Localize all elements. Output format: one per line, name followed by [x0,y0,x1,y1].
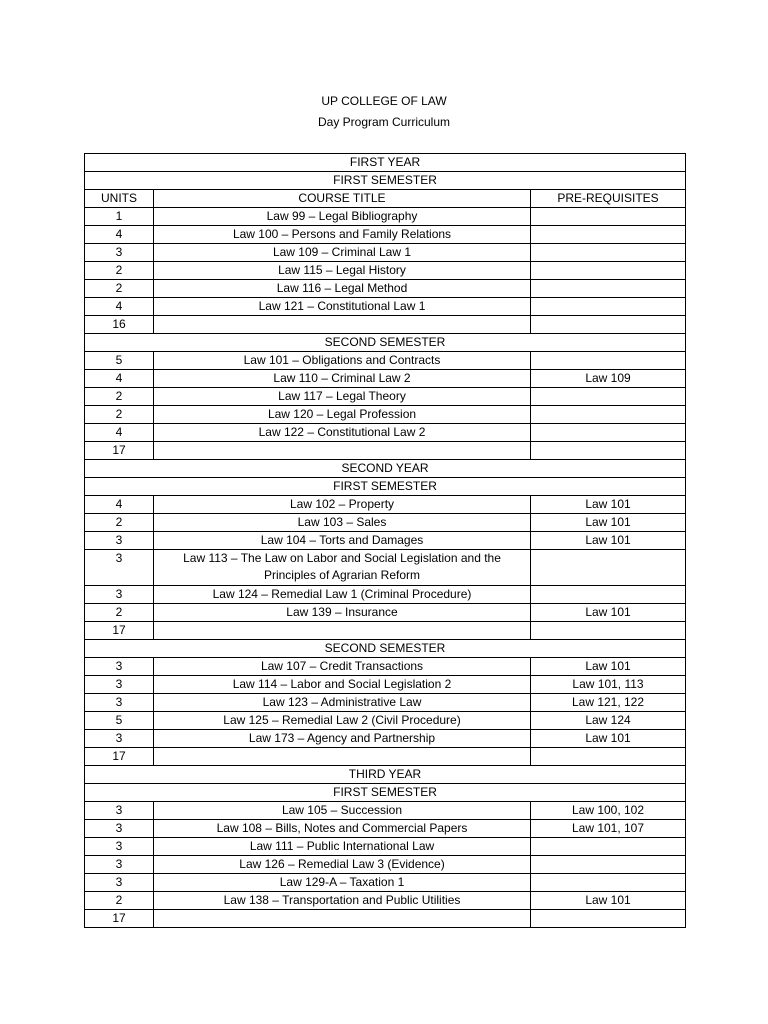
course-title-line-2: Principles of Agrarian Reform [263,568,421,582]
course-title-line-1: Law 113 – The Law on Labor and Social Legislation and the [183,551,501,565]
section-heading: SECOND YEAR [85,460,686,478]
course-prerequisites: Law 101 [531,496,686,514]
course-prerequisites [531,550,686,586]
course-units: 1 [85,208,154,226]
course-units: 3 [85,694,154,712]
course-title [154,550,531,586]
section-heading-row [85,766,686,784]
course-title: Law 116 – Legal Method [154,280,531,298]
section-heading: FIRST SEMESTER [85,784,686,802]
course-prerequisites [531,838,686,856]
curriculum-table-body [85,154,686,928]
course-row [85,298,686,316]
course-title: Law 138 – Transportation and Public Utilities [154,892,531,910]
course-title: Law 109 – Criminal Law 1 [154,244,531,262]
course-row [85,370,686,388]
course-prerequisites: Law 124 [531,712,686,730]
semester-total-units: 17 [85,622,154,640]
course-units: 3 [85,658,154,676]
course-title: Law 117 – Legal Theory [154,388,531,406]
course-title: Law 103 – Sales [154,514,531,532]
program-subtitle: Day Program Curriculum [317,115,451,129]
course-units: 2 [85,406,154,424]
course-title: Law 139 – Insurance [154,604,531,622]
course-units: 2 [85,604,154,622]
course-prerequisites [531,244,686,262]
course-prerequisites: Law 101 [531,730,686,748]
course-title-column-header: COURSE TITLE [154,190,531,208]
course-title: Law 121 – Constitutional Law 1 [154,298,531,316]
section-heading-row [85,334,686,352]
section-heading: FIRST SEMESTER [85,172,686,190]
course-title: Law 107 – Credit Transactions [154,658,531,676]
course-title: Law 115 – Legal History [154,262,531,280]
section-heading-row [85,460,686,478]
semester-total-row [85,748,686,766]
course-prerequisites [531,262,686,280]
course-prerequisites [531,586,686,604]
course-prerequisites: Law 101 [531,604,686,622]
course-row [85,550,686,586]
course-title: Law 126 – Remedial Law 3 (Evidence) [154,856,531,874]
course-prerequisites [531,352,686,370]
course-row [85,280,686,298]
section-heading-row [85,784,686,802]
semester-total-units: 17 [85,442,154,460]
empty-cell [531,910,686,928]
course-title: Law 129-A – Taxation 1 [154,874,531,892]
course-row [85,820,686,838]
course-row [85,586,686,604]
course-units: 3 [85,802,154,820]
section-heading: THIRD YEAR [85,766,686,784]
course-row [85,604,686,622]
course-row [85,838,686,856]
course-units: 5 [85,352,154,370]
course-title: Law 120 – Legal Profession [154,406,531,424]
course-units: 3 [85,856,154,874]
course-prerequisites [531,208,686,226]
course-row [85,892,686,910]
section-heading: FIRST YEAR [85,154,686,172]
prerequisites-column-header: PRE-REQUISITES [531,190,686,208]
section-heading: FIRST SEMESTER [85,478,686,496]
course-units: 3 [85,676,154,694]
course-units: 4 [85,370,154,388]
empty-cell [154,622,531,640]
course-prerequisites [531,280,686,298]
semester-total-row [85,442,686,460]
curriculum-table [84,153,686,928]
course-row [85,514,686,532]
course-units: 3 [85,550,154,586]
section-heading: SECOND SEMESTER [85,334,686,352]
course-row [85,730,686,748]
course-units: 3 [85,586,154,604]
course-row [85,424,686,442]
course-row [85,802,686,820]
course-title: Law 104 – Torts and Damages [154,532,531,550]
course-title: Law 100 – Persons and Family Relations [154,226,531,244]
course-title: Law 122 – Constitutional Law 2 [154,424,531,442]
course-prerequisites [531,874,686,892]
course-row [85,244,686,262]
course-units: 3 [85,244,154,262]
course-units: 2 [85,514,154,532]
column-header-row [85,190,686,208]
course-row [85,856,686,874]
course-prerequisites [531,424,686,442]
college-title: UP COLLEGE OF LAW [321,94,447,108]
empty-cell [531,622,686,640]
course-units: 4 [85,424,154,442]
semester-total-units: 16 [85,316,154,334]
course-units: 2 [85,388,154,406]
course-title: Law 124 – Remedial Law 1 (Criminal Procedure) [154,586,531,604]
course-units: 4 [85,226,154,244]
course-prerequisites: Law 101 [531,892,686,910]
section-heading-row [85,172,686,190]
course-prerequisites [531,298,686,316]
course-title: Law 102 – Property [154,496,531,514]
course-units: 3 [85,820,154,838]
course-row [85,388,686,406]
course-units: 4 [85,298,154,316]
course-row [85,262,686,280]
course-units: 2 [85,262,154,280]
course-prerequisites: Law 101, 107 [531,820,686,838]
section-heading-row [85,478,686,496]
course-units: 2 [85,280,154,298]
semester-total-row [85,622,686,640]
course-prerequisites: Law 109 [531,370,686,388]
units-column-header: UNITS [85,190,154,208]
course-prerequisites [531,856,686,874]
course-prerequisites: Law 100, 102 [531,802,686,820]
course-row [85,712,686,730]
course-row [85,208,686,226]
course-row [85,532,686,550]
course-prerequisites: Law 101 [531,514,686,532]
empty-cell [531,316,686,334]
course-title: Law 105 – Succession [154,802,531,820]
course-units: 4 [85,496,154,514]
semester-total-units: 17 [85,910,154,928]
course-row [85,658,686,676]
course-title: Law 108 – Bills, Notes and Commercial Papers [154,820,531,838]
semester-total-row [85,910,686,928]
empty-cell [154,442,531,460]
course-title: Law 101 – Obligations and Contracts [154,352,531,370]
course-prerequisites [531,226,686,244]
empty-cell [154,910,531,928]
course-prerequisites: Law 101, 113 [531,676,686,694]
course-prerequisites: Law 101 [531,658,686,676]
course-prerequisites [531,406,686,424]
course-row [85,406,686,424]
course-units: 3 [85,874,154,892]
course-row [85,676,686,694]
course-units: 3 [85,532,154,550]
section-heading-row [85,640,686,658]
empty-cell [154,316,531,334]
empty-cell [154,748,531,766]
course-row [85,352,686,370]
semester-total-units: 17 [85,748,154,766]
course-row [85,694,686,712]
course-title: Law 123 – Administrative Law [154,694,531,712]
course-row [85,874,686,892]
course-title: Law 125 – Remedial Law 2 (Civil Procedure) [154,712,531,730]
course-units: 3 [85,730,154,748]
course-prerequisites: Law 101 [531,532,686,550]
course-title: Law 173 – Agency and Partnership [154,730,531,748]
course-prerequisites [531,388,686,406]
course-units: 5 [85,712,154,730]
semester-total-row [85,316,686,334]
empty-cell [531,748,686,766]
section-heading: SECOND SEMESTER [85,640,686,658]
course-prerequisites: Law 121, 122 [531,694,686,712]
course-title: Law 99 – Legal Bibliography [154,208,531,226]
section-heading-row [85,154,686,172]
course-title: Law 110 – Criminal Law 2 [154,370,531,388]
course-units: 2 [85,892,154,910]
course-row [85,226,686,244]
course-title: Law 114 – Labor and Social Legislation 2 [154,676,531,694]
course-units: 3 [85,838,154,856]
empty-cell [531,442,686,460]
course-row [85,496,686,514]
course-title: Law 111 – Public International Law [154,838,531,856]
